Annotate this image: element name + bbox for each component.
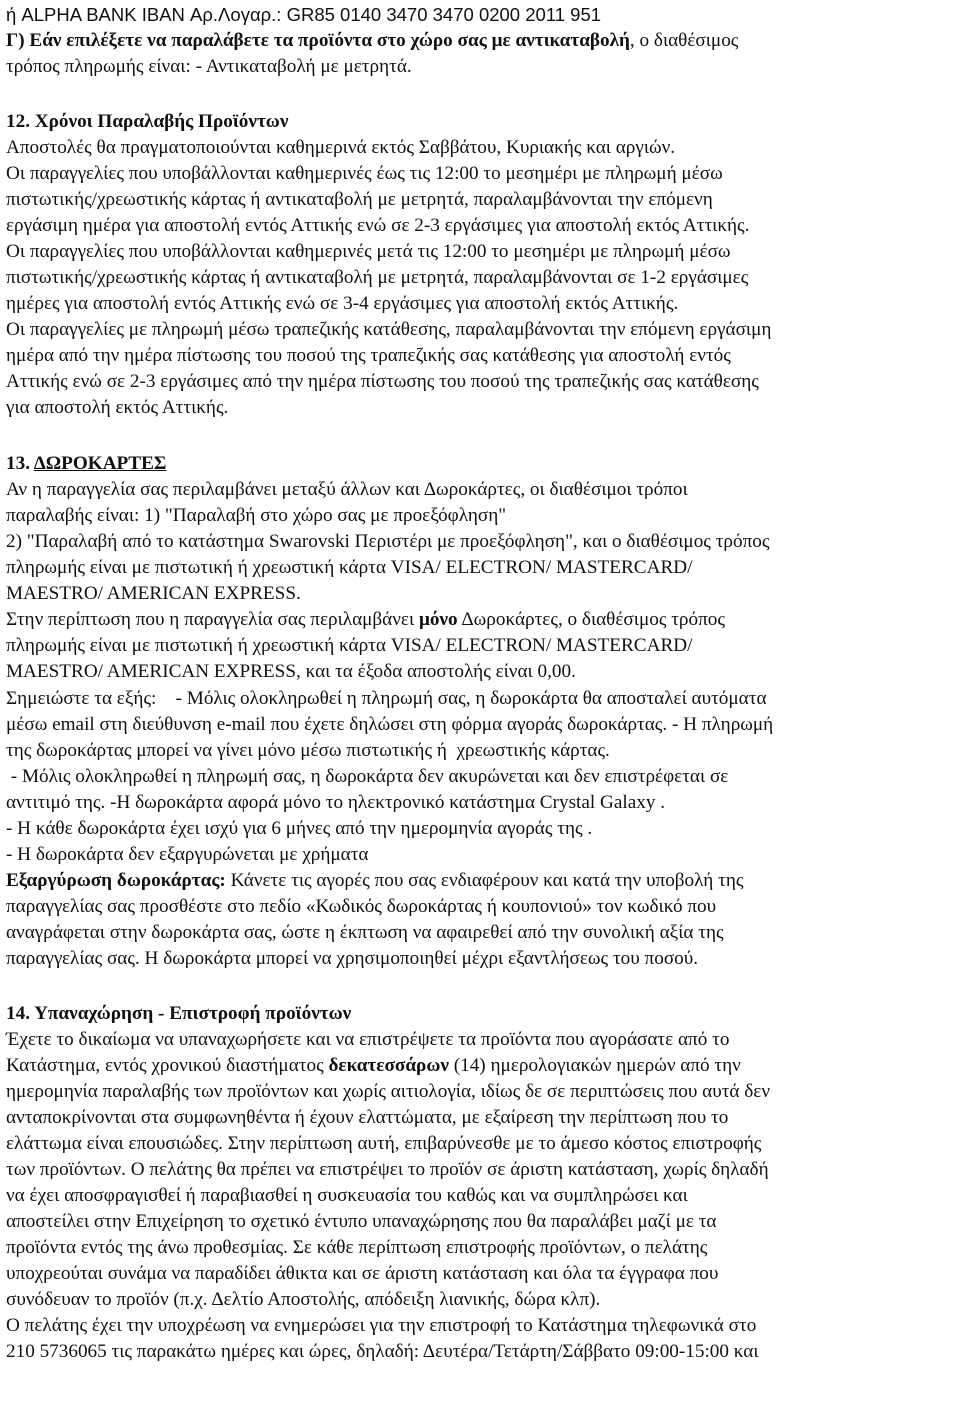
text-segment: Κάνετε τις αγορές που σας ενδιαφέρουν και κατά την υποβολή της — [225, 870, 744, 891]
paragraph-line — [6, 868, 743, 894]
giftcard-redeem-label: Εξαργύρωση δωροκάρτας: — [6, 870, 226, 891]
paragraph-line: - Η δωροκάρτα δεν εξαργυρώνεται με χρήματα — [6, 844, 369, 865]
paragraph-line: Έχετε το δικαίωμα να υπαναχωρήσετε και να επιστρέψετε τα προϊόντα που αγοράσατε από το — [6, 1029, 730, 1050]
emphasis-text: δεκατεσσάρων — [328, 1055, 449, 1076]
cod-rest-text: , ο διαθέσιμος — [629, 30, 739, 51]
paragraph-line — [6, 607, 725, 633]
paragraph-line: Σημειώστε τα εξής: - Μόλις ολοκληρωθεί η πληρωμή σας, η δωροκάρτα θα αποσταλεί αυτόματα — [6, 688, 767, 709]
text-segment: Δωροκάρτες, ο διαθέσιμος τρόπος — [457, 609, 725, 630]
paragraph-line: ελάττωμα είναι επουσιώδες. Στην περίπτωση αυτή, επιβαρύνεσθε με το άμεσο κόστος επιστροφής — [6, 1133, 762, 1154]
cod-line — [6, 28, 738, 54]
paragraph-line: αποστείλει στην Επιχείρηση το σχετικό έντυπο υπαναχώρησης που θα παραλάβει μαζί με τα — [6, 1211, 717, 1232]
paragraph-line: να έχει αποσφραγισθεί ή παραβιασθεί η συσκευασία του καθώς και να συμπληρώσει και — [6, 1185, 688, 1206]
paragraph-line: παραγγελίας σας προσθέστε στο πεδίο «Κωδικός δωροκάρτας ή κουπονιού» τον κωδικό που — [6, 896, 717, 917]
paragraph-line: 2) "Παραλαβή από το κατάστημα Swarovski Περιστέρι με προεξόφληση", και ο διαθέσιμος τρόπος — [6, 531, 770, 552]
emphasis-text: μόνο — [418, 609, 458, 630]
paragraph-line: Ο πελάτης έχει την υποχρέωση να ενημερώσει για την επιστροφή το Κατάστημα τηλεφωνικά στο — [6, 1315, 757, 1336]
paragraph-line: συνόδευαν το προϊόν (π.χ. Δελτίο Αποστολής, απόδειξη λιανικής, δώρα κλπ). — [6, 1289, 601, 1310]
paragraph-line: - Η κάθε δωροκάρτα έχει ισχύ για 6 μήνες από την ημερομηνία αγοράς της . — [6, 818, 593, 839]
paragraph-line: Αττικής ενώ σε 2-3 εργάσιμες από την ημέρα πίστωσης του ποσού της τραπεζικής σας κατάθεσης — [6, 371, 759, 392]
text-segment: Στην περίπτωση που η παραγγελία σας περιλαμβάνει — [6, 609, 419, 630]
paragraph-line: Αν η παραγγελία σας περιλαμβάνει μεταξύ άλλων και Δωροκάρτες, οι διαθέσιμοι τρόποι — [6, 479, 688, 500]
paragraph-line: ημερομηνία παραλαβής των προϊόντων και χωρίς αιτιολογία, ιδίως δε σε περιπτώσεις που αυτά δεν — [6, 1081, 771, 1102]
paragraph-line: Οι παραγγελίες που υποβάλλονται καθημερινές μετά τις 12:00 το μεσημέρι με πληρωμή μέσω — [6, 241, 731, 262]
text-segment: (14) ημερολογιακών ημερών από την — [448, 1055, 741, 1076]
cod-bold-text: Γ) Εάν επιλέξετε να παραλάβετε τα προϊόντα στο χώρο σας με αντικαταβολή — [6, 30, 630, 51]
paragraph-line: για αποστολή εκτός Αττικής. — [6, 397, 229, 418]
paragraph-line: Οι παραγγελίες με πληρωμή μέσω τραπεζικής κατάθεσης, παραλαμβάνονται την επόμενη εργάσιμη — [6, 319, 772, 340]
paragraph-line: παραλαβής είναι: 1) "Παραλαβή στο χώρο σας με προεξόφληση" — [6, 505, 507, 526]
paragraph-line: ημέρες για αποστολή εντός Αττικής ενώ σε 3-4 εργάσιμες για αποστολή εκτός Αττικής. — [6, 293, 679, 314]
paragraph-line: των προϊόντων. Ο πελάτης θα πρέπει να επιστρέψει το προϊόν σε άριστη κατάσταση, χωρίς δηλαδή — [6, 1159, 769, 1180]
section-13-number: 13. — [6, 453, 34, 474]
paragraph-line: πιστωτικής/χρεωστικής κάρτας ή αντικαταβολή με μετρητά, παραλαμβάνονται την επόμενη — [6, 189, 713, 210]
paragraph-line: Οι παραγγελίες που υποβάλλονται καθημερινές έως τις 12:00 το μεσημέρι με πληρωμή μέσω — [6, 163, 723, 184]
paragraph-line: ανταποκρίνονται στα συμφωνηθέντα ή έχουν ελαττώματα, με εξαίρεση την περίπτωση που το — [6, 1107, 729, 1128]
section-13-title: ΔΩΡΟΚΑΡΤΕΣ — [33, 453, 167, 474]
paragraph-line: προϊόντα εντός της άνω προθεσμίας. Σε κάθε περίπτωση επιστροφής προϊόντων, ο πελάτης — [6, 1237, 708, 1258]
paragraph-line: MAESTRO/ AMERICAN EXPRESS. — [6, 583, 301, 604]
section-13-heading — [6, 451, 166, 477]
paragraph-line: ημέρα από την ημέρα πίστωσης του ποσού της τραπεζικής σας κατάθεσης για αποστολή εντός — [6, 345, 731, 366]
paragraph-line: 210 5736065 τις παρακάτω ημέρες και ώρες, δηλαδή: Δευτέρα/Τετάρτη/Σάββατο 09:00-15:00 και — [6, 1341, 759, 1362]
iban-line: ή ALPHA BANK IBAN Αρ.Λογαρ.: GR85 0140 3470 3470 0200 2011 951 — [6, 4, 602, 25]
paragraph-line: πληρωμής είναι με πιστωτική ή χρεωστική κάρτα VISA/ ELECTRON/ MASTERCARD/ — [6, 635, 693, 656]
paragraph-line: παραγγελίας σας. Η δωροκάρτα μπορεί να χρησιμοποιηθεί μέχρι εξαντλήσεως του ποσού. — [6, 948, 699, 969]
paragraph-line: της δωροκάρτας μπορεί να γίνει μόνο μέσω πιστωτικής ή χρεωστικής κάρτας. — [6, 740, 610, 761]
paragraph-line: - Μόλις ολοκληρωθεί η πληρωμή σας, η δωροκάρτα δεν ακυρώνεται και δεν επιστρέφεται σε — [6, 766, 729, 787]
paragraph-line: αντιτιμό της. -Η δωροκάρτα αφορά μόνο το ηλεκτρονικό κατάστημα Crystal Galaxy . — [6, 792, 666, 813]
paragraph-line — [6, 1053, 741, 1079]
text-segment: Κατάστημα, εντός χρονικού διαστήματος — [6, 1055, 329, 1076]
paragraph-line: MAESTRO/ AMERICAN EXPRESS, και τα έξοδα αποστολής είναι 0,00. — [6, 661, 576, 682]
paragraph-line: πληρωμής είναι με πιστωτική ή χρεωστική κάρτα VISA/ ELECTRON/ MASTERCARD/ — [6, 557, 693, 578]
section-12-heading: 12. Χρόνοι Παραλαβής Προϊόντων — [6, 111, 289, 132]
paragraph-line: υποχρεούται συνάμα να παραδίδει άθικτα και σε άριστη κατάσταση και όλα τα έγγραφα που — [6, 1263, 719, 1284]
paragraph-line: εργάσιμη ημέρα για αποστολή εντός Αττικής ενώ σε 2-3 εργάσιμες για αποστολή εκτός Αττικής. — [6, 215, 750, 236]
paragraph-line: πιστωτικής/χρεωστικής κάρτας ή αντικαταβολή με μετρητά, παραλαμβάνονται σε 1-2 εργάσιμες — [6, 267, 749, 288]
paragraph-line: Αποστολές θα πραγματοποιούνται καθημερινά εκτός Σαββάτου, Κυριακής και αργιών. — [6, 137, 676, 158]
section-14-heading: 14. Υπαναχώρηση - Επιστροφή προϊόντων — [6, 1003, 352, 1024]
paragraph-line: αναγράφεται στην δωροκάρτα σας, ώστε η έκπτωση να αφαιρεθεί από την συνολική αξία της — [6, 922, 724, 943]
cod-line-2: τρόπος πληρωμής είναι: - Αντικαταβολή με μετρητά. — [6, 56, 412, 77]
paragraph-line: μέσω email στη διεύθυνση e-mail που έχετε δηλώσει στη φόρμα αγοράς δωροκάρτας. - Η πληρωμή — [6, 714, 774, 735]
